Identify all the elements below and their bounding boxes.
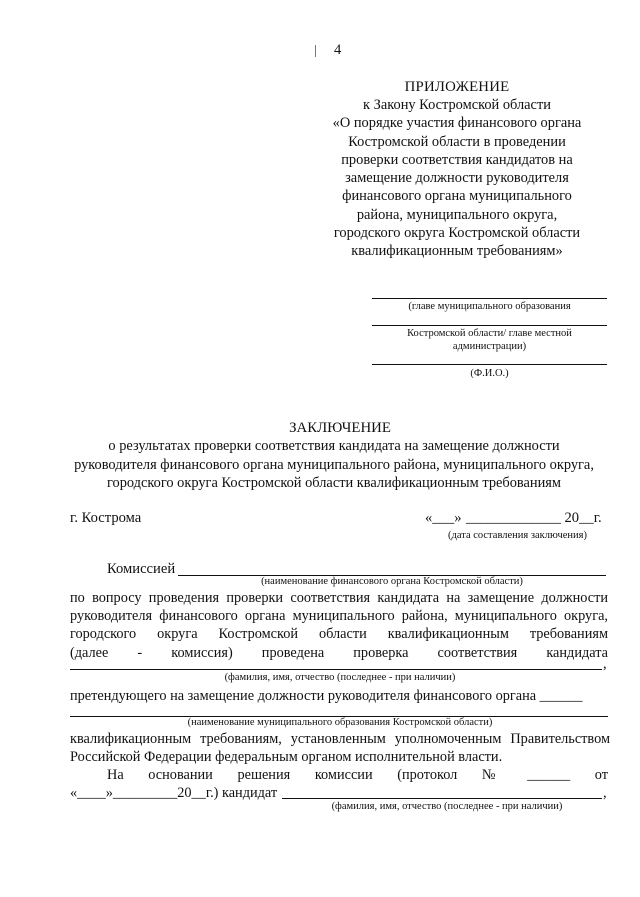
- date-hint: (дата составления заключения): [448, 530, 587, 541]
- addressee-line-1: [372, 298, 607, 299]
- appendix-line: Костромской области в проведении: [348, 133, 566, 150]
- page-number: 4: [334, 42, 342, 58]
- fio-hint-2: (фамилия, имя, отчество (последнее - при наличии): [331, 801, 563, 812]
- paragraph-line: (далее - комиссия) проведена проверка соответствия кандидата: [70, 644, 608, 661]
- paragraph-4-line-1: На основании решения комиссии (протокол № ______ от: [107, 767, 608, 783]
- addressee-hint-2: Костромской области/ главе местной: [407, 328, 572, 339]
- paragraph-2: претендующего на замещение должности руководителя финансового органа ______: [70, 688, 583, 704]
- comma-1: ,: [603, 656, 607, 672]
- appendix-title: ПРИЛОЖЕНИЕ: [404, 79, 510, 95]
- paragraph-line: квалификационным требованиям, установленным уполномоченным Правительством: [70, 731, 610, 747]
- commission-label: Комиссией: [107, 561, 176, 577]
- date-day: «___»: [425, 510, 462, 526]
- city: г. Кострома: [70, 510, 142, 526]
- addressee-hint-1: (главе муниципального образования: [408, 301, 571, 312]
- appendix-line: «О порядке участия финансового органа: [332, 115, 582, 132]
- paragraph-3: [70, 730, 610, 767]
- conclusion-subtitle: [60, 437, 608, 493]
- appendix-line: замещение должности руководителя: [345, 170, 569, 187]
- appendix-line: городского округа Костромской области: [333, 225, 581, 242]
- municipal-hint: (наименование муниципального образования Костромской области): [187, 717, 493, 728]
- paragraph-line: городского округа Костромской области квалификационным требованиям: [70, 626, 608, 643]
- candidate-fio-line-2: [282, 798, 602, 799]
- addressee-hint-3: администрации): [452, 341, 527, 352]
- addressee-hint-fio: (Ф.И.О.): [470, 368, 509, 379]
- appendix-line: квалификационным требованиям»: [351, 243, 563, 260]
- fio-hint-1: (фамилия, имя, отчество (последнее - при наличии): [224, 672, 456, 683]
- commission-hint: (наименование финансового органа Костромской области): [261, 576, 523, 587]
- paragraph-line: руководителя финансового органа муниципального района, муниципального округа,: [70, 608, 608, 625]
- paragraph-line: по вопросу проведения проверки соответствия кандидата на замещение должности: [70, 590, 608, 606]
- conclusion-subtitle-line: о результатах проверки соответствия кандидата на замещение должности: [108, 438, 560, 454]
- appendix-line: района, муниципального округа,: [356, 206, 558, 223]
- appendix-line: финансового органа муниципального: [342, 188, 572, 205]
- conclusion-subtitle-line: городского округа Костромской области квалификационным требованиям: [106, 475, 562, 491]
- appendix-line: к Закону Костромской области: [363, 97, 551, 113]
- comma-2: ,: [603, 785, 607, 801]
- addressee-line-2: [372, 325, 607, 326]
- appendix-block: [330, 78, 584, 261]
- paragraph-line: Российской Федерации федеральным органом исполнительной власти.: [70, 749, 503, 766]
- appendix-lines: [330, 96, 584, 261]
- conclusion-title: ЗАКЛЮЧЕНИЕ: [289, 420, 391, 436]
- conclusion-subtitle-line: руководителя финансового органа муниципального района, муниципального округа,: [74, 456, 594, 473]
- addressee-line-3: [372, 364, 607, 365]
- date-month-year: _____________ 20__г.: [466, 510, 602, 526]
- paragraph-4-line-2: «____»_________20__г.) кандидат: [70, 785, 278, 801]
- appendix-line: проверки соответствия кандидатов на: [341, 151, 573, 168]
- candidate-fio-line-1: [70, 669, 602, 670]
- paragraph-1: [70, 589, 608, 662]
- scan-artifact: [315, 45, 316, 57]
